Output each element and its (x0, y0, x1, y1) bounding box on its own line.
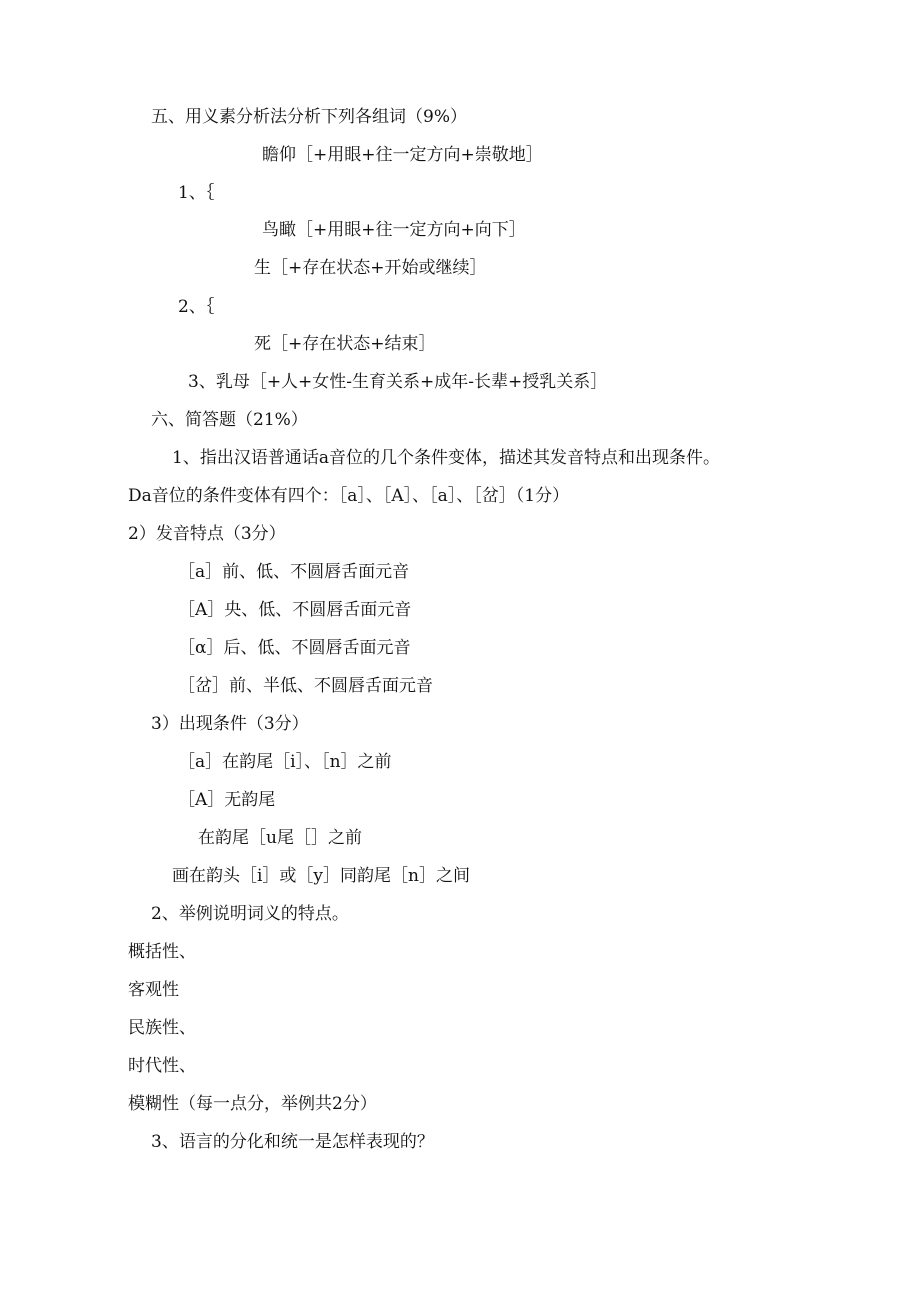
q1-feature-item: ［a］前、低、不圆唇舌面元音 (178, 562, 410, 582)
group2-upper-term: 生［+存在状态+开始或继续］ (254, 258, 487, 278)
q1-condition-item: 画在韵头［i］或［y］同韵尾［n］之间 (172, 866, 470, 886)
q1-condition-item: ［A］无韵尾 (178, 790, 276, 810)
q2-answer-item: 概括性、 (128, 942, 196, 962)
q1-feature-item: ［α］后、低、不圆唇舌面元音 (178, 638, 411, 658)
q1-conditions-title: 3）出现条件（3分） (151, 714, 309, 734)
q2-answer-item: 客观性 (128, 980, 179, 1000)
q1-condition-item: ［a］在韵尾［i］、［n］之前 (178, 752, 392, 772)
q2-answer-item: 民族性、 (128, 1018, 196, 1038)
group1-upper-term: 瞻仰［+用眼+往一定方向+崇敬地］ (262, 145, 543, 165)
q2-question: 2、举例说明词义的特点。 (151, 904, 349, 924)
q1-answer-variants: Da音位的条件变体有四个：［a］、［A］、［a］、［岔］（1分） (128, 486, 570, 506)
q1-condition-item: 在韵尾［u尾［］之前 (198, 828, 362, 848)
q3-question: 3、语言的分化和统一是怎样表现的？ (151, 1132, 434, 1152)
section5-heading: 五、用义素分析法分析下列各组词（9%） (151, 107, 467, 127)
section6-heading: 六、简答题（21%） (151, 410, 308, 430)
q2-answer-item: 模糊性（每一点分，举例共2分） (128, 1094, 377, 1114)
q1-feature-item: ［A］央、低、不圆唇舌面元音 (178, 600, 412, 620)
q2-answer-item: 时代性、 (128, 1056, 196, 1076)
q1-features-title: 2）发音特点（3分） (128, 524, 286, 544)
section5-item3: 3、乳母［+人+女性-生育关系+成年-长辈+授乳关系］ (188, 372, 608, 392)
group2-lower-term: 死［+存在状态+结束］ (254, 334, 436, 354)
group1-label: 1、｛ (178, 183, 215, 203)
q1-feature-item: ［岔］前、半低、不圆唇舌面元音 (178, 676, 433, 696)
group2-label: 2、｛ (178, 297, 215, 317)
q1-question: 1、指出汉语普通话a音位的几个条件变体，描述其发音特点和出现条件。 (172, 448, 720, 468)
group1-lower-term: 鸟瞰［+用眼+往一定方向+向下］ (262, 220, 526, 240)
